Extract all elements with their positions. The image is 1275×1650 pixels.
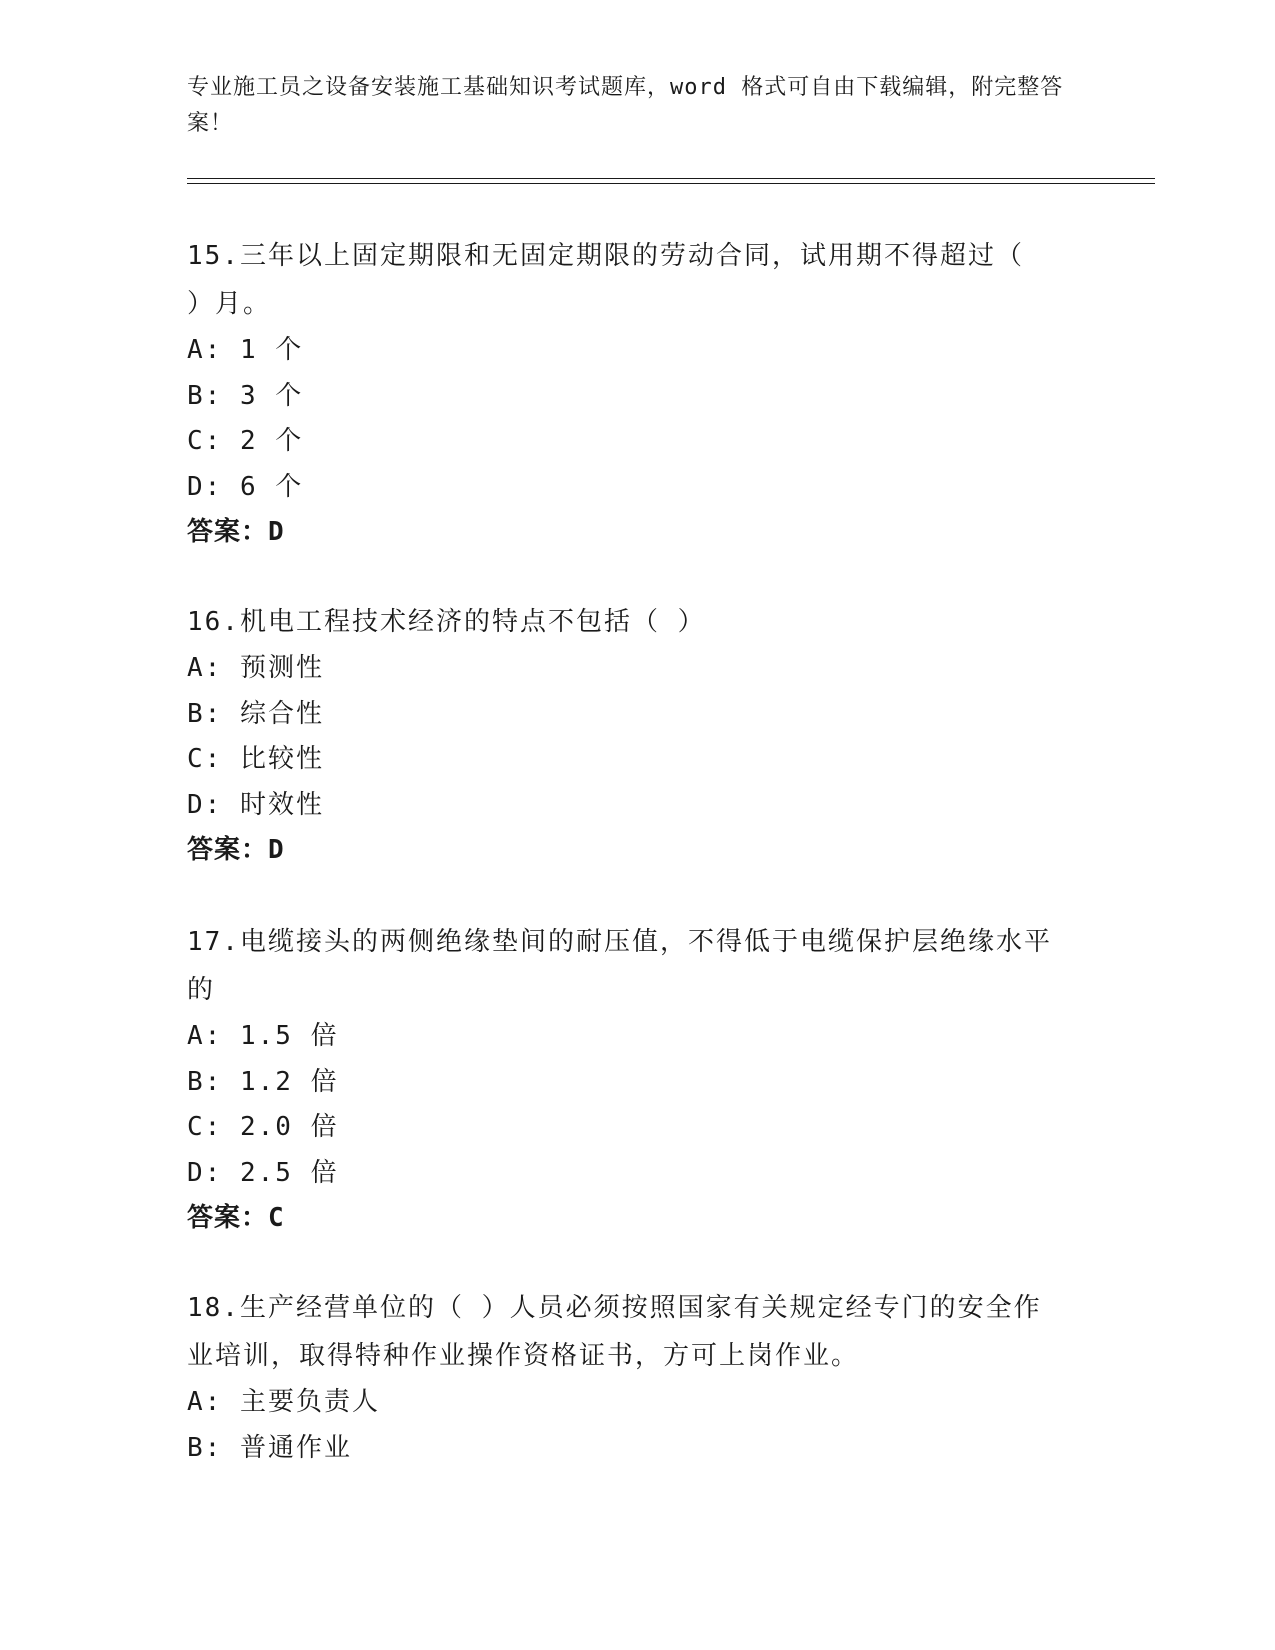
question-stem-line: 16.机电工程技术经济的特点不包括（ ） (187, 607, 706, 637)
option-b: B: 普通作业 (187, 1432, 352, 1463)
option-b: B: 1.2 倍 (187, 1066, 339, 1097)
answer: 答案：D (187, 517, 285, 547)
option-a: A: 主要负责人 (187, 1387, 380, 1417)
option-d: D: 时效性 (187, 789, 324, 820)
option-b: B: 3 个 (187, 380, 304, 411)
header-rule-top (187, 178, 1155, 179)
question-stem-line: 15.三年以上固定期限和无固定期限的劳动合同，试用期不得超过（ (187, 241, 1024, 271)
option-c: C: 比较性 (187, 744, 324, 774)
question-stem-line: 18.生产经营单位的（ ）人员必须按照国家有关规定经专门的安全作 (187, 1293, 1042, 1323)
question-16 (187, 598, 1087, 874)
question-15 (187, 232, 1087, 556)
question-stem-line: 17.电缆接头的两侧绝缘垫间的耐压值，不得低于电缆保护层绝缘水平 (187, 927, 1052, 957)
answer: 答案：C (187, 1203, 285, 1233)
option-a: A: 1.5 倍 (187, 1021, 339, 1051)
option-c: C: 2 个 (187, 426, 304, 456)
question-17 (187, 918, 1087, 1242)
option-d: D: 2.5 倍 (187, 1157, 339, 1188)
option-c: C: 2.0 倍 (187, 1112, 339, 1142)
header-rule-bottom (187, 183, 1155, 184)
option-a: A: 预测性 (187, 653, 324, 683)
question-stem-line: 的 (187, 975, 216, 1005)
option-d: D: 6 个 (187, 471, 304, 502)
document-header: 专业施工员之设备安装施工基础知识考试题库，word 格式可自由下载编辑，附完整答案！ (187, 75, 1064, 136)
question-stem-line: 业培训，取得特种作业操作资格证书，方可上岗作业。 (187, 1341, 860, 1371)
question-stem-line: ）月。 (187, 289, 272, 319)
question-18 (187, 1284, 1087, 1471)
option-b: B: 综合性 (187, 698, 324, 729)
option-a: A: 1 个 (187, 335, 304, 365)
answer: 答案：D (187, 835, 285, 865)
